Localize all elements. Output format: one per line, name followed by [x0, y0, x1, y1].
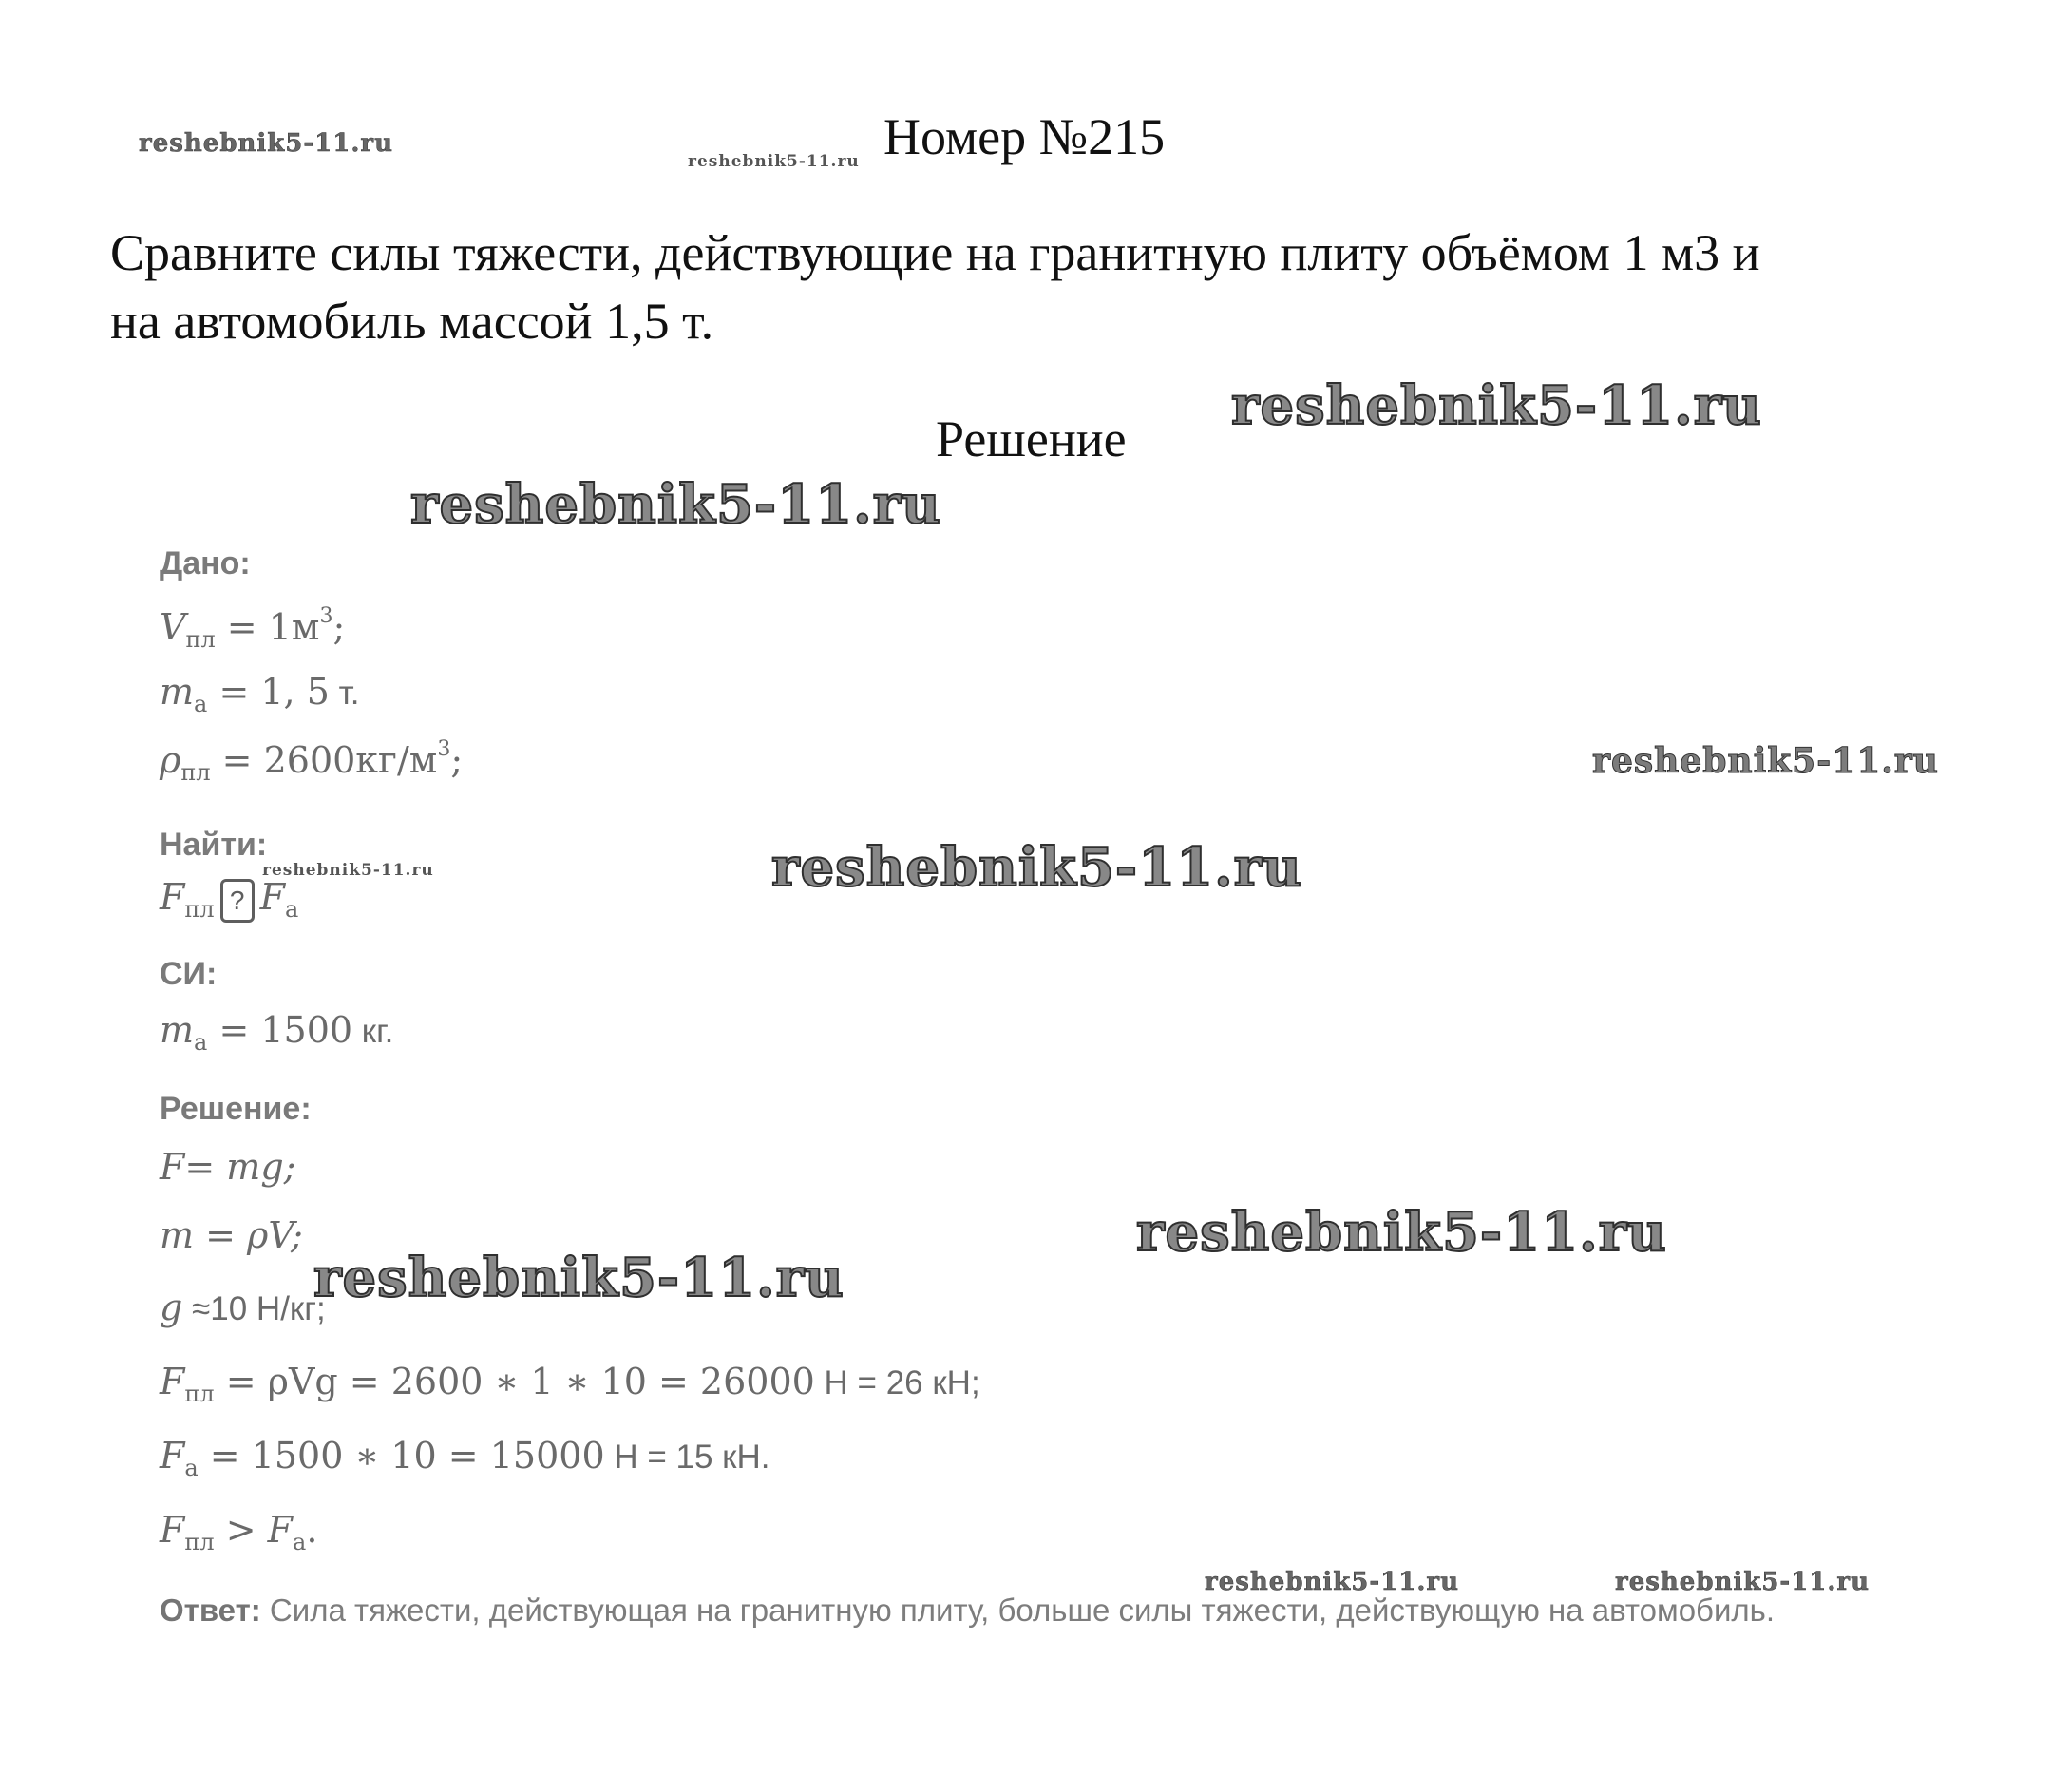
find-expression [160, 876, 298, 923]
formula: F= mg; [160, 1146, 296, 1188]
symbol: m [160, 1009, 195, 1051]
symbol: F [160, 1435, 185, 1477]
value: = ρVg = 2600 ∗ 1 ∗ 10 = 26000 [214, 1361, 815, 1402]
tail: . [306, 1509, 318, 1551]
question-box: ? [220, 879, 255, 923]
watermark: reshebnik5-11.ru [1231, 374, 1762, 437]
step-force-car [160, 1435, 769, 1481]
tail: ; [450, 739, 464, 781]
task-line-2: на автомобиль массой 1,5 т. [110, 293, 714, 350]
watermark: reshebnik5-11.ru [139, 129, 394, 158]
answer-text: Сила тяжести, действующая на гранитную плиту, больше силы тяжести, действующую на автомобиль. [260, 1592, 1775, 1628]
subscript: пл [185, 626, 216, 653]
step-formula-mass [160, 1214, 303, 1256]
symbol: m [160, 671, 195, 713]
value: = 1500 [207, 1009, 353, 1051]
solution-heading: Решение [936, 410, 1127, 467]
watermark: reshebnik5-11.ru [771, 836, 1302, 899]
formula: m = ρV; [160, 1214, 303, 1256]
step-gravity [160, 1287, 326, 1328]
watermark: reshebnik5-11.ru [1615, 1568, 1871, 1596]
value: = 1500 ∗ 10 = 15000 [198, 1435, 605, 1477]
si-mass [160, 1009, 393, 1056]
subscript: а [285, 896, 299, 923]
subscript: пл [184, 896, 215, 923]
watermark: reshebnik5-11.ru [1205, 1568, 1460, 1596]
unit: Н = 26 кН; [814, 1364, 980, 1401]
symbol: F [160, 876, 185, 918]
si-label: СИ: [160, 956, 218, 992]
step-formula-force [160, 1146, 295, 1188]
watermark: reshebnik5-11.ru [313, 1247, 845, 1309]
find-label: Найти: [160, 827, 268, 863]
tail: ; [332, 606, 346, 648]
given-density [160, 737, 463, 786]
subscript: пл [184, 1529, 215, 1555]
value: = 2600кг/м [210, 739, 438, 781]
symbol: ρ [160, 739, 181, 781]
task-text [110, 219, 1972, 355]
solution-label: Решение: [160, 1091, 312, 1127]
symbol: F [267, 1509, 293, 1551]
symbol: F [259, 876, 285, 918]
symbol: g [160, 1287, 183, 1328]
subscript: а [194, 691, 208, 717]
unit: кг. [352, 1013, 394, 1050]
superscript: 3 [437, 737, 451, 761]
given-volume [160, 604, 345, 653]
value: = 1, 5 [207, 671, 330, 713]
given-mass [160, 671, 359, 717]
given-label: Дано: [160, 545, 251, 581]
unit: т. [329, 675, 360, 712]
watermark: reshebnik5-11.ru [688, 152, 860, 171]
subscript: а [293, 1529, 307, 1555]
step-force-plate [160, 1361, 980, 1407]
watermark: reshebnik5-11.ru [1592, 741, 1939, 781]
symbol: F [160, 1361, 185, 1402]
symbol: F [160, 1509, 185, 1551]
symbol: V [160, 606, 186, 648]
subscript: а [184, 1455, 199, 1481]
subscript: пл [180, 759, 211, 786]
subscript: пл [184, 1381, 215, 1407]
subscript: а [194, 1029, 208, 1056]
unit: Н = 15 кН. [604, 1439, 770, 1476]
value: ≈10 Н/кг; [182, 1290, 326, 1327]
watermark: reshebnik5-11.ru [410, 473, 941, 536]
superscript: 3 [319, 604, 333, 628]
watermark: reshebnik5-11.ru [1136, 1201, 1667, 1264]
step-comparison [160, 1509, 317, 1555]
watermark: reshebnik5-11.ru [262, 861, 434, 880]
page-title: Номер №215 [883, 108, 1166, 165]
value: = 1м [215, 606, 320, 648]
operator: > [214, 1509, 268, 1551]
answer-label: Ответ: [160, 1592, 261, 1628]
answer-line [160, 1592, 1775, 1629]
task-line-1: Сравните силы тяжести, действующие на гранитную плиту объёмом 1 м3 и [110, 224, 1760, 281]
